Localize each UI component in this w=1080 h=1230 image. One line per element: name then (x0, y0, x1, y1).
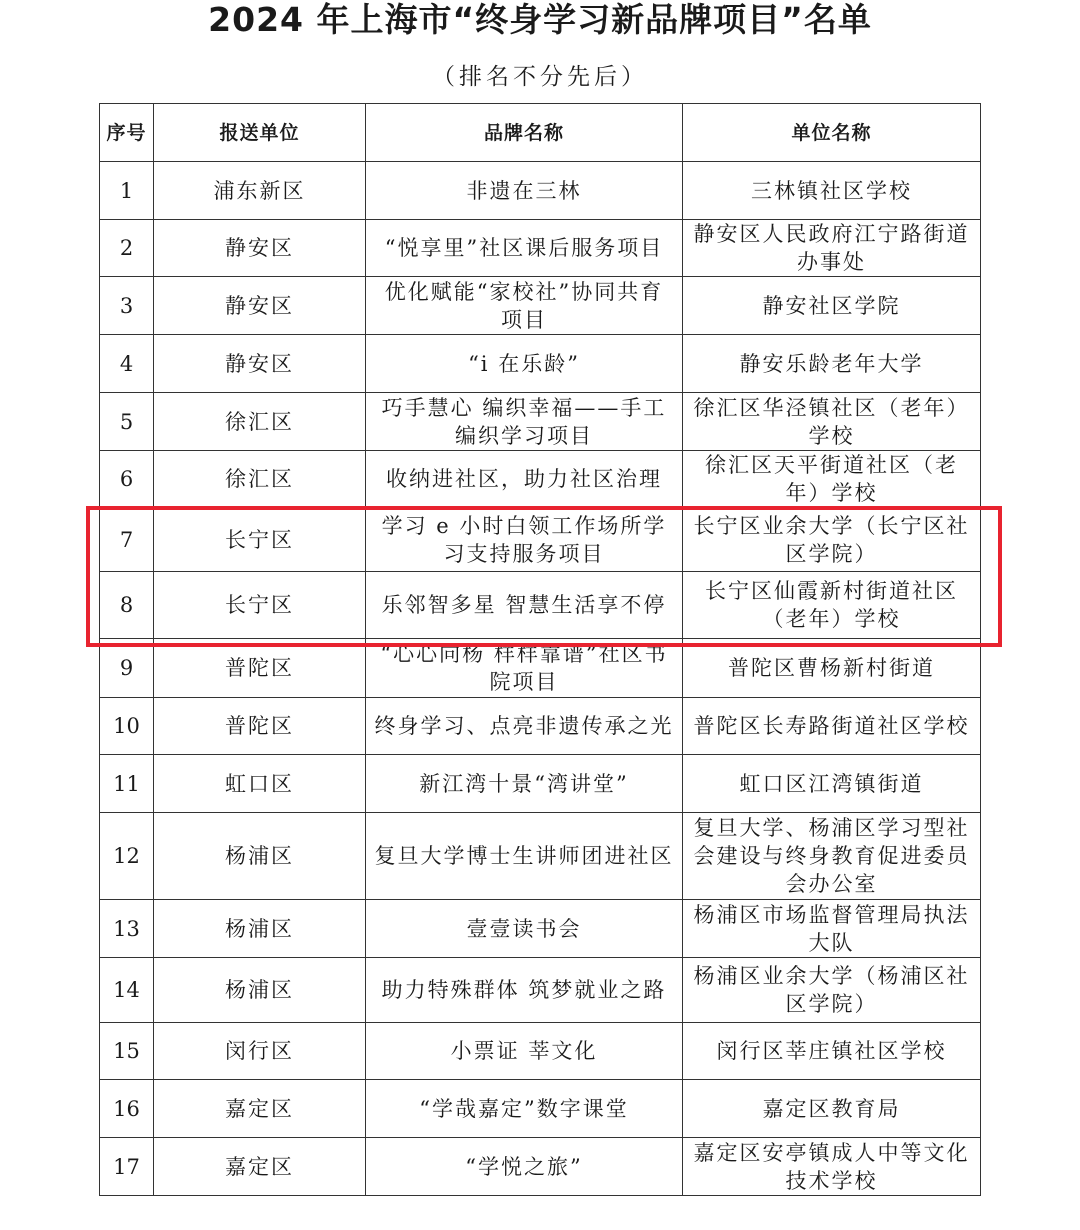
cell-seq: 15 (100, 1023, 154, 1080)
brand-list-table (99, 103, 981, 1196)
cell-submitting-unit: 静安区 (154, 335, 366, 393)
cell-seq: 3 (100, 277, 154, 335)
cell-submitting-unit: 嘉定区 (154, 1080, 366, 1138)
cell-seq: 10 (100, 698, 154, 755)
table-row (100, 220, 981, 277)
cell-brand-name: “学哉嘉定”数字课堂 (366, 1080, 683, 1138)
table-row (100, 277, 981, 335)
header-seq: 序号 (100, 104, 154, 162)
table-row (100, 639, 981, 698)
cell-submitting-unit: 虹口区 (154, 755, 366, 813)
cell-seq: 17 (100, 1138, 154, 1196)
header-submitting-unit: 报送单位 (154, 104, 366, 162)
table-row (100, 755, 981, 813)
cell-brand-name: 学习 e 小时白领工作场所学习支持服务项目 (366, 508, 683, 572)
cell-seq: 6 (100, 451, 154, 508)
table-row (100, 393, 981, 451)
cell-seq: 1 (100, 162, 154, 220)
cell-seq: 7 (100, 508, 154, 572)
cell-submitting-unit: 静安区 (154, 220, 366, 277)
cell-brand-name: 小票证 莘文化 (366, 1023, 683, 1080)
cell-brand-name: “心心向杨 样样靠谱”社区书院项目 (366, 639, 683, 698)
cell-submitting-unit: 静安区 (154, 277, 366, 335)
cell-brand-name: 复旦大学博士生讲师团进社区 (366, 813, 683, 900)
cell-seq: 14 (100, 958, 154, 1023)
cell-unit-name: 静安区人民政府江宁路街道办事处 (683, 220, 981, 277)
table-row (100, 572, 981, 639)
header-brand-name: 品牌名称 (366, 104, 683, 162)
cell-submitting-unit: 杨浦区 (154, 958, 366, 1023)
cell-submitting-unit: 杨浦区 (154, 813, 366, 900)
document-subtitle: （排名不分先后） (432, 64, 648, 90)
cell-brand-name: “i 在乐龄” (366, 335, 683, 393)
cell-unit-name: 三林镇社区学校 (683, 162, 981, 220)
cell-submitting-unit: 徐汇区 (154, 393, 366, 451)
cell-submitting-unit: 杨浦区 (154, 900, 366, 958)
cell-brand-name: “学悦之旅” (366, 1138, 683, 1196)
cell-brand-name: 巧手慧心 编织幸福——手工编织学习项目 (366, 393, 683, 451)
table-header-row (100, 104, 981, 162)
cell-unit-name: 杨浦区业余大学（杨浦区社区学院） (683, 958, 981, 1023)
cell-seq: 13 (100, 900, 154, 958)
cell-unit-name: 徐汇区天平街道社区（老年）学校 (683, 451, 981, 508)
cell-brand-name: 收纳进社区，助力社区治理 (366, 451, 683, 508)
cell-unit-name: 徐汇区华泾镇社区（老年）学校 (683, 393, 981, 451)
cell-brand-name: 壹壹读书会 (366, 900, 683, 958)
table-row (100, 1080, 981, 1138)
table-row (100, 813, 981, 900)
table-row (100, 162, 981, 220)
cell-submitting-unit: 浦东新区 (154, 162, 366, 220)
cell-seq: 12 (100, 813, 154, 900)
cell-unit-name: 嘉定区安亭镇成人中等文化技术学校 (683, 1138, 981, 1196)
cell-unit-name: 复旦大学、杨浦区学习型社会建设与终身教育促进委员会办公室 (683, 813, 981, 900)
table-row (100, 451, 981, 508)
cell-unit-name: 普陀区曹杨新村街道 (683, 639, 981, 698)
cell-unit-name: 长宁区业余大学（长宁区社区学院） (683, 508, 981, 572)
cell-submitting-unit: 徐汇区 (154, 451, 366, 508)
cell-unit-name: 嘉定区教育局 (683, 1080, 981, 1138)
cell-submitting-unit: 闵行区 (154, 1023, 366, 1080)
cell-seq: 8 (100, 572, 154, 639)
document-title: 2024 年上海市“终身学习新品牌项目”名单 (208, 0, 872, 39)
cell-seq: 4 (100, 335, 154, 393)
cell-unit-name: 静安社区学院 (683, 277, 981, 335)
table-row (100, 508, 981, 572)
table-row (100, 1023, 981, 1080)
cell-brand-name: 新江湾十景“湾讲堂” (366, 755, 683, 813)
cell-unit-name: 闵行区莘庄镇社区学校 (683, 1023, 981, 1080)
cell-unit-name: 静安乐龄老年大学 (683, 335, 981, 393)
cell-unit-name: 杨浦区市场监督管理局执法大队 (683, 900, 981, 958)
cell-unit-name: 长宁区仙霞新村街道社区（老年）学校 (683, 572, 981, 639)
cell-brand-name: 乐邻智多星 智慧生活享不停 (366, 572, 683, 639)
cell-brand-name: “悦享里”社区课后服务项目 (366, 220, 683, 277)
cell-submitting-unit: 长宁区 (154, 508, 366, 572)
cell-seq: 9 (100, 639, 154, 698)
cell-seq: 2 (100, 220, 154, 277)
cell-brand-name: 终身学习、点亮非遗传承之光 (366, 698, 683, 755)
cell-seq: 5 (100, 393, 154, 451)
cell-seq: 16 (100, 1080, 154, 1138)
cell-submitting-unit: 普陀区 (154, 639, 366, 698)
cell-brand-name: 助力特殊群体 筑梦就业之路 (366, 958, 683, 1023)
cell-submitting-unit: 长宁区 (154, 572, 366, 639)
cell-unit-name: 普陀区长寿路街道社区学校 (683, 698, 981, 755)
header-unit-name: 单位名称 (683, 104, 981, 162)
table-row (100, 335, 981, 393)
table-row (100, 698, 981, 755)
cell-brand-name: 优化赋能“家校社”协同共育项目 (366, 277, 683, 335)
cell-unit-name: 虹口区江湾镇街道 (683, 755, 981, 813)
cell-seq: 11 (100, 755, 154, 813)
table-row (100, 900, 981, 958)
cell-submitting-unit: 嘉定区 (154, 1138, 366, 1196)
cell-brand-name: 非遗在三林 (366, 162, 683, 220)
table-row (100, 1138, 981, 1196)
table-row (100, 958, 981, 1023)
cell-submitting-unit: 普陀区 (154, 698, 366, 755)
